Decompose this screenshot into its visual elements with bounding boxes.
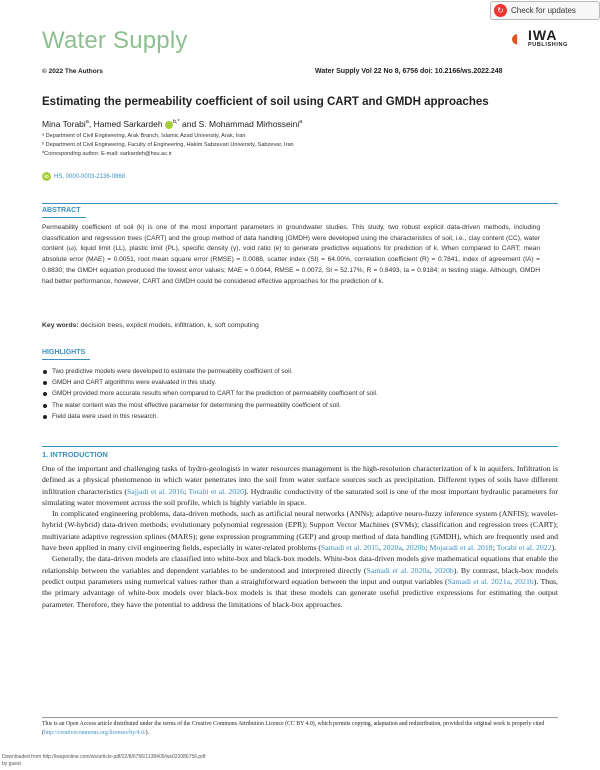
publisher-name: IWA [528,27,558,43]
abstract-underline [42,217,86,218]
orcid-icon: iD [42,172,51,181]
list-item [42,400,552,411]
license-link[interactable]: http://creativecommons.org/licenses/by/4.0/ [43,730,146,736]
list-item [42,366,552,377]
article-title: Estimating the permeability coefficient of soil using CART and GMDH approaches [42,96,489,108]
author-1: Mina Torabi [42,119,86,129]
highlight-text: GMDH and CART algorithms were evaluated in this study. [52,379,217,387]
text-run: In complicated engineering problems, data-driven methods, such as artificial neural networks (ANNs); adaptive neuro-fuzzy inference system (ANFIS); wavelet-hybrid (W-hybrid) data-driven methods; evolutionary polynomial regression (EPR); Support Vector Machines (SVMs); classification and regression trees (CART); multivariate adaptive regression splines (MARS); gene expression programming (GEP) and group method of data handling (GMDH), which are frequently used and have been applied in many civil engineering fields, especially in water-related problems ( [42,509,558,553]
author-1-sup: a [85,119,89,126]
text-run: ; [492,543,497,553]
author-3-sup: a [299,119,303,126]
section-heading: 1. INTRODUCTION [42,450,108,459]
text-run: ; [184,486,189,496]
orcid-icon-small[interactable] [165,121,173,129]
bullet-icon [43,381,47,385]
license-footnote [42,720,558,738]
reference-link[interactable]: Samadi et al. 2020a [366,565,430,575]
abstract-rule [42,203,558,204]
abstract-label: ABSTRACT [42,207,81,214]
reference-link[interactable]: Torabi et al. 2020 [188,486,244,496]
bullet-icon [43,404,47,408]
footnote-rule [42,717,558,718]
publisher-sub: PUBLISHING [528,42,568,48]
list-item [42,377,552,388]
affiliation-a: ᵃ Department of Civil Engineering, Arak Branch, Islamic Azad University, Arak, Iran [42,133,246,139]
orcid-link[interactable]: HS, 0000-0003-2136-0868 [54,173,126,180]
highlights-list [42,366,552,422]
authors [42,119,302,129]
download-line-2: by guest [2,760,21,767]
list-item [42,411,552,422]
text-run: , [510,576,515,586]
highlight-text: The water content was the most effective parameter for determining the permeability coefficient of soil. [52,401,341,409]
text-run: , [401,543,406,553]
keywords [42,322,259,329]
highlight-text: Two predictive models were developed to estimate the permeability coefficient of soil. [52,368,293,375]
text-run: ). By contrast, black-box models predict output parameters using numerical values rather than a straightforward equation between the input and output variables ( [42,565,558,586]
bullet-icon [43,415,47,419]
check-for-updates-label: Check for updates [511,6,576,15]
reference-link[interactable]: 2020a [382,543,402,553]
keywords-text: decision trees, explicit models, infiltration, k, soft computing [78,322,259,329]
text-run: ). [551,543,557,553]
reference-link[interactable]: 2021b [514,576,534,586]
intro-paragraph-1 [42,463,558,508]
author-2: Hamed Sarkardeh [93,119,163,129]
intro-rule [42,446,558,447]
author-3: S. Mohammad Mirhosseini [198,119,300,129]
bullet-icon [43,392,47,396]
highlight-text: GMDH provided more accurate results when compared to CART for the prediction of permeability coefficient of soil. [52,390,378,398]
author-sep-1: , [88,119,94,129]
text-run: ; [425,543,430,553]
intro-body [42,463,558,610]
publisher-logo [510,24,566,56]
author-2-sup: b,* [172,119,180,126]
reference-link[interactable]: Torabi et al. 2022 [496,543,552,553]
download-notice [2,754,205,767]
reference-link[interactable]: Samadi et al. 2021a [447,576,511,586]
copyright: © 2022 The Authors [42,68,103,75]
text-run: ). [145,730,149,736]
reference-link[interactable]: Samadi et al. 2015 [320,543,379,553]
list-item [42,388,552,399]
keywords-label: Key words: [42,322,79,329]
reference-link[interactable]: 2020b [434,565,454,575]
reference-link[interactable]: Mojaradi et al. 2018 [429,543,493,553]
reference-link[interactable]: 2020b [405,543,426,553]
author-sep-2: and [179,119,199,129]
highlight-text: Field data were used in this research. [52,412,159,420]
intro-paragraph-2 [42,508,558,553]
highlights-label: HIGHLIGHTS [42,349,86,356]
text-run: Generally, the data-driven models are classified into white-box and black-box models. White-box data-driven models give mathematical equations that enable the relationship between the variables and dependent variables to be understood and interpreted directly ( [42,554,558,575]
download-line-1: Downloaded from http://iwaponline.com/ws/article-pdf/22/8/6756/1138409/ws022086756.pdf [2,754,206,760]
highlights-underline [42,359,90,360]
orcid-line [42,172,125,181]
text-run: , [429,565,435,575]
check-for-updates-button[interactable] [490,1,600,20]
text-run: This is an Open Access article distributed under the terms of the Creative Commons Attribution Licence (CC BY 4.0), which permits copying, adaptation and redistribution, provided the original work is properly cited ( [42,721,545,736]
citation: Water Supply Vol 22 No 8, 6756 doi: 10.2166/ws.2022.248 [315,68,503,75]
affiliation-b: ᵇ Department of Civil Engineering, Faculty of Engineering, Hakim Sabzevari University, Sabzevar, Iran [42,142,294,148]
text-run: ). Thus, the primary advantage of white-box models over black-box models is that these models can generate useful predictive expressions for estimating the output parameter. Therefore, they have the potential to address the limitations of black-box approaches. [42,576,558,609]
bullet-icon [43,370,47,374]
iwa-drop-icon: ◐ [510,25,525,52]
reference-link[interactable]: Sajjadi et al. 2016 [126,486,185,496]
refresh-icon: ↻ [494,4,507,17]
corresponding-author: *Corresponding author. E-mail: sarkardeh@hsu.ac.ir [42,151,172,157]
text-run: ). Hydraulic conductivity of the saturated soil is one of the most important hydraulic parameters for simulating water movement across the soil profile, which is highly variable in space. [42,486,558,507]
text-run: One of the important and challenging tasks of hydro-geologists in water resources management is the high-resolution characterization of k in aquifers. Infiltration is defined as a physical phenomenon in which water penetrates into the soil from water surface sources such as precipitation. Different types of soils have different infiltration characteristics ( [42,464,558,496]
abstract-text: Permeability coefficient of soil (k) is one of the most important parameters in groundwater studies. This study, two robust explicit data-driven methods, including classification and regression trees (CART) and the group method of data handling (GMDH) were developed using the characteristics of soil, i.e., clay content (CC), water content (ω), liquid limit (LL), plastic limit (PL), specific density (γ), void ratio (e) to generate predictive equations for prediction of k. When compared to CART; mean absolute error (MAE) = 0.0051, root mean square error (RMSE) = 0.0088, scatter index (SI) = 64.00%, correlation coefficient (R) = 0.7841, index of agreement (IA) = 0.8830; the GMDH equation produced the lowest error values; MAE = 0.0044, RMSE = 0.0072, SI = 52.17%, R = 0.8493, Ia = 0.9184; in testing stage. Although, GMDH had better performance, however, CART and GMDH could be considered effective approaches for the prediction of k. [42,224,540,285]
text-run: , [378,543,383,553]
journal-title: Water Supply [42,27,188,54]
intro-paragraph-3 [42,553,558,609]
